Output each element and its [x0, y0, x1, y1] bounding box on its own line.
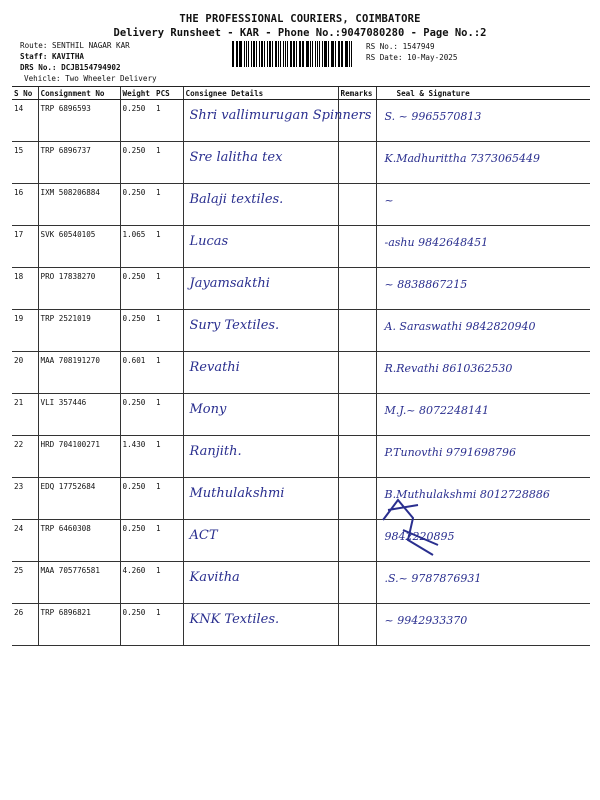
barcode-bar — [296, 41, 297, 67]
row-weight: 0.601 — [120, 352, 154, 394]
row-remarks — [338, 604, 376, 646]
row-remarks — [338, 520, 376, 562]
row-sno: 15 — [12, 142, 38, 184]
col-weight: Weight — [120, 87, 154, 100]
row-pcs: 1 — [154, 226, 183, 268]
table-row — [12, 268, 590, 310]
row-remarks — [338, 478, 376, 520]
barcode-bar — [310, 41, 311, 67]
barcode-bar — [332, 41, 334, 67]
barcode-bar — [236, 41, 237, 67]
consignee-handwriting: Revathi — [189, 360, 240, 375]
signature-handwriting: A. Saraswathi 9842820940 — [384, 320, 536, 333]
barcode-bar — [331, 41, 332, 67]
barcode-bar — [306, 41, 308, 67]
row-remarks — [338, 394, 376, 436]
row-weight: 0.250 — [120, 100, 154, 142]
row-consignment: PRO 17838270 — [38, 268, 120, 310]
barcode-bar — [244, 41, 245, 67]
runsheet-table — [12, 86, 590, 646]
table-row — [12, 520, 590, 562]
row-pcs: 1 — [154, 394, 183, 436]
row-consignee — [183, 520, 338, 562]
signature-handwriting: -ashu 9842648451 — [384, 236, 489, 249]
barcode-bar — [335, 41, 336, 67]
row-sno: 18 — [12, 268, 38, 310]
row-sno: 25 — [12, 562, 38, 604]
barcode-bar — [239, 41, 241, 67]
signature-handwriting: 9842220895 — [384, 530, 455, 543]
row-sno: 23 — [12, 478, 38, 520]
row-consignment: TRP 6896737 — [38, 142, 120, 184]
col-consignee: Consignee Details — [183, 87, 338, 100]
route-line: Route: SENTHIL NAGAR KAR — [20, 41, 130, 50]
row-consignee — [183, 100, 372, 142]
consignee-handwriting: Sre lalitha tex — [189, 150, 283, 165]
consignee-handwriting: Shri vallimurugan Spinners — [189, 108, 372, 123]
row-consignee — [183, 394, 338, 436]
barcode-bar — [328, 41, 329, 67]
consignee-handwriting: Kavitha — [189, 570, 240, 585]
barcode-bar — [317, 41, 318, 67]
barcode-bar — [251, 41, 252, 67]
row-signature — [376, 268, 590, 310]
row-weight: 1.065 — [120, 226, 154, 268]
row-pcs: 1 — [154, 184, 183, 226]
row-pcs: 1 — [154, 268, 183, 310]
row-sno: 26 — [12, 604, 38, 646]
consignee-handwriting: Balaji textiles. — [189, 192, 284, 207]
col-remarks: Remarks — [338, 87, 376, 100]
row-consignment: VLI 357446 — [38, 394, 120, 436]
row-weight: 1.430 — [120, 436, 154, 478]
row-consignment: MAA 708191270 — [38, 352, 120, 394]
barcode-bar — [302, 41, 303, 67]
col-consignment: Consignment No — [38, 87, 120, 100]
runsheet-subtitle: Delivery Runsheet - KAR - Phone No.:9047080280 - Page No.:2 — [113, 27, 487, 39]
row-pcs: 1 — [154, 142, 183, 184]
row-consignee — [183, 142, 338, 184]
row-consignment: TRP 6896821 — [38, 604, 120, 646]
stamp-mark — [378, 490, 448, 560]
row-weight: 0.250 — [120, 142, 154, 184]
row-signature — [376, 184, 590, 226]
row-consignee — [183, 184, 338, 226]
col-signature: Seal & Signature — [376, 87, 590, 100]
table-row — [12, 478, 590, 520]
barcode-bar — [280, 41, 281, 67]
row-sno: 17 — [12, 226, 38, 268]
signature-handwriting: R.Revathi 8610362530 — [384, 362, 513, 375]
barcode-bar — [283, 41, 285, 67]
row-sno: 16 — [12, 184, 38, 226]
barcode-bar — [351, 41, 353, 67]
row-remarks — [338, 436, 376, 478]
row-remarks — [338, 100, 376, 142]
row-weight: 0.250 — [120, 394, 154, 436]
row-remarks — [338, 184, 376, 226]
row-remarks — [338, 226, 376, 268]
row-remarks — [338, 310, 376, 352]
barcode-bar — [342, 41, 343, 67]
table-row — [12, 310, 590, 352]
signature-handwriting: B.Muthulakshmi 8012728886 — [384, 488, 550, 501]
table-header-row — [12, 87, 590, 100]
row-pcs: 1 — [154, 436, 183, 478]
consignee-handwriting: ACT — [189, 528, 218, 543]
table-row — [12, 352, 590, 394]
barcode-bar — [278, 41, 279, 67]
row-consignment: EDQ 17752684 — [38, 478, 120, 520]
company-title: THE PROFESSIONAL COURIERS, COIMBATORE — [179, 13, 421, 25]
barcode-bar — [264, 41, 265, 67]
meta-left — [20, 40, 157, 84]
row-consignment: TRP 6896593 — [38, 100, 120, 142]
row-consignment: TRP 6460308 — [38, 520, 120, 562]
row-weight: 0.250 — [120, 310, 154, 352]
consignee-handwriting: KNK Textiles. — [189, 612, 280, 627]
row-signature — [376, 226, 590, 268]
table-row — [12, 100, 590, 142]
barcode-bar — [299, 41, 301, 67]
row-consignee — [183, 436, 338, 478]
row-consignment: MAA 705776581 — [38, 562, 120, 604]
row-weight: 0.250 — [120, 520, 154, 562]
row-pcs: 1 — [154, 100, 183, 142]
signature-handwriting: ~ — [384, 194, 394, 207]
row-weight: 0.250 — [120, 604, 154, 646]
signature-handwriting: .S.~ 9787876931 — [384, 572, 482, 585]
consignee-handwriting: Mony — [189, 402, 227, 417]
row-signature — [376, 352, 590, 394]
signature-handwriting: ~ 8838867215 — [384, 278, 468, 291]
barcode-bar — [312, 41, 314, 67]
barcode-bar — [269, 41, 271, 67]
table-row — [12, 436, 590, 478]
signature-handwriting: P.Tunovthi 9791698796 — [384, 446, 517, 459]
barcode-bar — [267, 41, 268, 67]
row-consignment: TRP 2521019 — [38, 310, 120, 352]
row-consignee — [183, 226, 338, 268]
barcode-bar — [285, 41, 286, 67]
row-consignee — [183, 562, 338, 604]
row-signature — [376, 562, 590, 604]
row-weight: 0.250 — [120, 268, 154, 310]
barcode-bar — [272, 41, 273, 67]
row-remarks — [338, 268, 376, 310]
row-pcs: 1 — [154, 478, 183, 520]
barcode-bar — [253, 41, 255, 67]
rs-date-line: RS Date: 10-May-2025 — [366, 53, 458, 62]
signature-handwriting: M.J.~ 8072248141 — [384, 404, 490, 417]
staff-line: Staff: KAVITHA — [20, 52, 85, 61]
row-pcs: 1 — [154, 520, 183, 562]
row-consignment: SVK 60540105 — [38, 226, 120, 268]
consignee-handwriting: Jayamsakthi — [189, 276, 270, 291]
barcode-bar — [259, 41, 260, 67]
barcode-bar — [287, 41, 288, 67]
barcode-bar — [338, 41, 340, 67]
row-pcs: 1 — [154, 352, 183, 394]
col-pcs: PCS — [154, 87, 183, 100]
barcode-bar — [293, 41, 295, 67]
row-consignee — [183, 352, 338, 394]
barcode-bar — [341, 41, 342, 67]
row-pcs: 1 — [154, 562, 183, 604]
row-signature — [376, 100, 590, 142]
row-sno: 22 — [12, 436, 38, 478]
row-consignee — [183, 478, 338, 520]
barcode-bar — [322, 41, 323, 67]
barcode-bar — [319, 41, 321, 67]
table-row — [12, 226, 590, 268]
row-remarks — [338, 562, 376, 604]
consignee-handwriting: Muthulakshmi — [189, 486, 285, 501]
barcode-bar — [345, 41, 347, 67]
barcode-bar — [324, 41, 326, 67]
consignee-handwriting: Lucas — [189, 234, 229, 249]
row-signature — [376, 436, 590, 478]
row-consignment: IXM 508206884 — [38, 184, 120, 226]
consignee-handwriting: Sury Textiles. — [189, 318, 280, 333]
barcode-bar — [275, 41, 277, 67]
barcode-bar — [237, 41, 238, 67]
row-weight: 0.250 — [120, 184, 154, 226]
table-row — [12, 142, 590, 184]
row-signature — [376, 394, 590, 436]
row-remarks — [338, 352, 376, 394]
barcode — [232, 41, 354, 67]
signature-handwriting: S. ~ 9965570813 — [384, 110, 482, 123]
barcode-bar — [256, 41, 258, 67]
barcode-bar — [290, 41, 292, 67]
row-consignee — [183, 604, 338, 646]
row-pcs: 1 — [154, 310, 183, 352]
row-consignee — [183, 268, 338, 310]
row-weight: 0.250 — [120, 478, 154, 520]
col-sno: S No — [12, 87, 38, 100]
row-sno: 14 — [12, 100, 38, 142]
row-pcs: 1 — [154, 604, 183, 646]
row-signature — [376, 142, 590, 184]
row-consignment: HRD 704100271 — [38, 436, 120, 478]
meta-right — [366, 41, 457, 63]
row-remarks — [338, 142, 376, 184]
signature-handwriting: ~ 9942933370 — [384, 614, 468, 627]
rs-no-line: RS No.: 1547949 — [366, 42, 435, 51]
barcode-bar — [246, 41, 248, 67]
table-row — [12, 562, 590, 604]
barcode-bar — [349, 41, 350, 67]
barcode-bar — [315, 41, 316, 67]
barcode-bar — [303, 41, 304, 67]
barcode-bar — [261, 41, 263, 67]
table-row — [12, 604, 590, 646]
row-signature — [376, 310, 590, 352]
table-row — [12, 184, 590, 226]
row-weight: 4.260 — [120, 562, 154, 604]
barcode-bar — [248, 41, 249, 67]
row-sno: 24 — [12, 520, 38, 562]
row-sno: 20 — [12, 352, 38, 394]
row-sno: 21 — [12, 394, 38, 436]
vehicle-line: Vehicle: Two Wheeler Delivery — [24, 74, 157, 83]
consignee-handwriting: Ranjith. — [189, 444, 242, 459]
row-sno: 19 — [12, 310, 38, 352]
row-consignee — [183, 310, 338, 352]
row-signature — [376, 604, 590, 646]
table-row — [12, 394, 590, 436]
barcode-bar — [232, 41, 234, 67]
drs-line: DRS No.: DCJB154794902 — [20, 63, 121, 72]
signature-handwriting: K.Madhurittha 7373065449 — [384, 152, 540, 165]
